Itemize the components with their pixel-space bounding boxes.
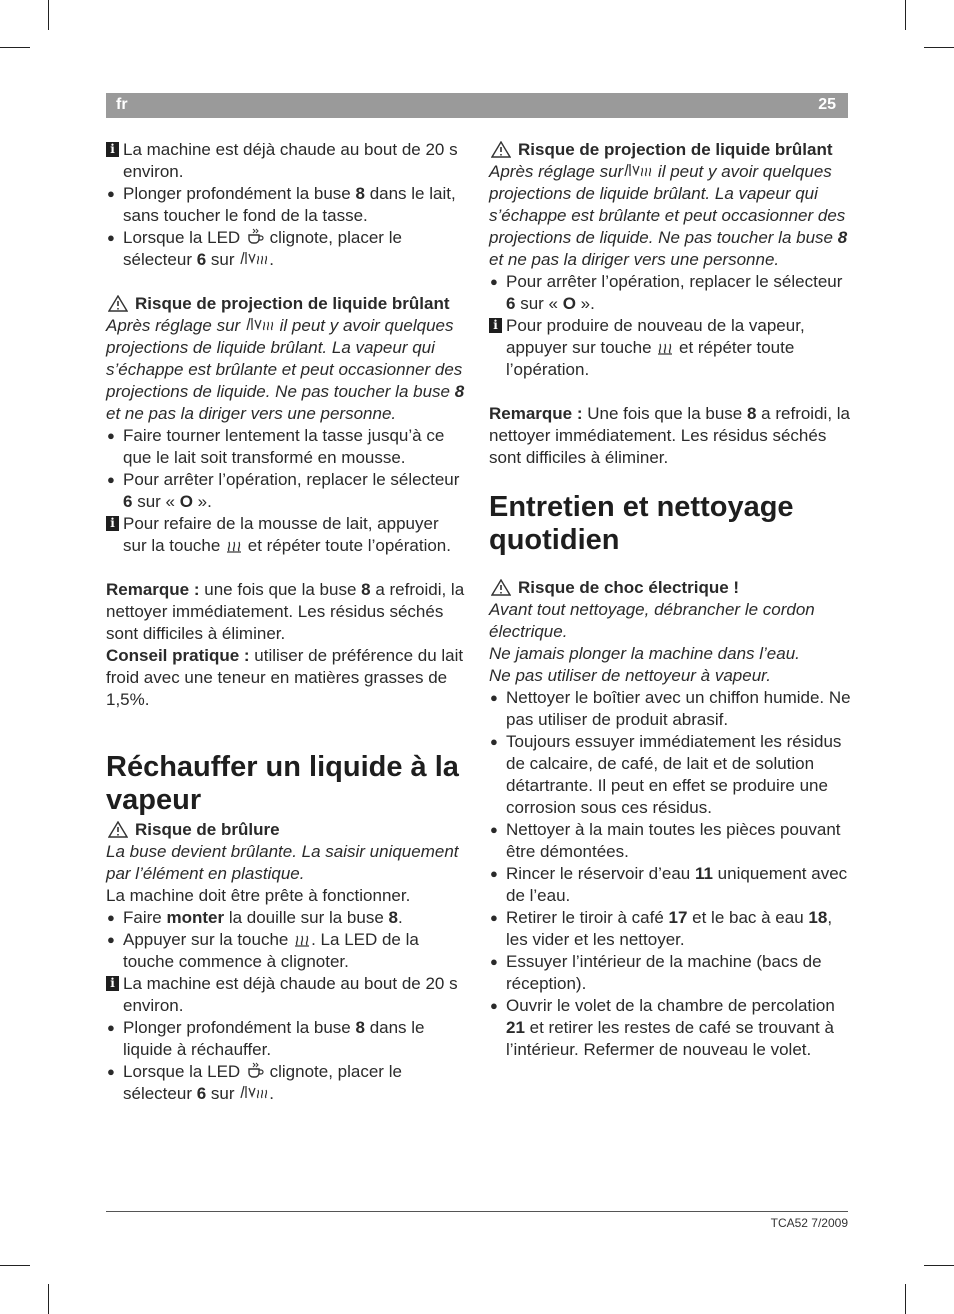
- warning-triangle-icon: [108, 821, 128, 838]
- list-item: ● Appuyer sur la touche . La LED de la touche commence à clignoter.: [106, 929, 466, 973]
- warning-heading: Risque de brûlure: [106, 819, 466, 841]
- page-number: 25: [818, 96, 836, 113]
- list-item: ● Ouvrir le volet de la chambre de percolation 21 et retirer les restes de café se trouvant à l’intérieur. Refermer de nouveau le volet.: [489, 995, 851, 1061]
- steam-icon: [656, 338, 674, 356]
- warning-triangle-icon: [491, 579, 511, 596]
- info-note: i La machine est déjà chaude au bout de 20 s environ.: [106, 139, 466, 183]
- warning-text: Ne jamais plonger la machine dans l’eau.: [489, 644, 800, 663]
- warning-heading: Risque de projection de liquide brûlant: [106, 293, 466, 315]
- steam-selector-icon: [245, 316, 275, 334]
- footer-divider: [106, 1211, 848, 1212]
- info-icon: i: [106, 516, 119, 531]
- info-note: i Pour produire de nouveau de la vapeur, appuyer sur touche et répéter toute l’opération.: [489, 315, 851, 381]
- section-heading: Entretien et nettoyage quotidien: [489, 491, 794, 556]
- list-item: ● Essuyer l’intérieur de la machine (bacs de réception).: [489, 951, 851, 995]
- warning-heading: Risque de projection de liquide brûlant: [489, 139, 851, 161]
- crop-mark: [905, 0, 906, 30]
- steam-selector-icon: [623, 162, 653, 180]
- crop-mark: [924, 1265, 954, 1266]
- led-cup-icon: [245, 228, 265, 246]
- crop-mark: [48, 0, 49, 30]
- list-item: ● Retirer le tiroir à café 17 et le bac à eau 18, les vider et les nettoyer.: [489, 907, 851, 951]
- info-note: i La machine est déjà chaude au bout de 20 s environ.: [106, 973, 466, 1017]
- info-icon: i: [489, 318, 502, 333]
- warning-text: Après réglage sur il peut y avoir quelques projections de liquide brûlant. La vapeur qui s’échappe est brûlante et peut occasionner des projections de liquide. Ne pas toucher la buse 8 et ne pas la diriger vers une personne.: [489, 162, 848, 269]
- list-item: ● Nettoyer le boîtier avec un chiffon humide. Ne pas utiliser de produit abrasif.: [489, 687, 851, 731]
- list-item: ● Faire tourner lentement la tasse jusqu’à ce que le lait soit transformé en mousse.: [106, 425, 466, 469]
- page-header: [106, 93, 848, 118]
- crop-mark: [48, 1284, 49, 1314]
- info-icon: i: [106, 976, 119, 991]
- list-item: ● Toujours essuyer immédiatement les résidus de calcaire, de café, de lait et de solution détartrante. Il peut en effet se produire une corrosion sous ces résidus.: [489, 731, 851, 819]
- warning-text: Après réglage sur il peut y avoir quelques projections de liquide brûlant. La vapeur qui s’échappe est brûlante et peut occasionner des projections de liquide. Ne pas toucher la buse 8 et ne pas la diriger vers une personne.: [106, 316, 465, 423]
- tip: Conseil pratique : utiliser de préférence du lait froid avec une teneur en matières grasses de 1,5%.: [106, 646, 464, 709]
- list-item: ● Plonger profondément la buse 8 dans le lait, sans toucher le fond de la tasse.: [106, 183, 466, 227]
- warning-text: La buse devient brûlante. La saisir uniquement par l’élément en plastique.: [106, 842, 459, 883]
- steam-icon: [225, 536, 243, 554]
- list-item: ● Lorsque la LED clignote, placer le sélecteur 6 sur .: [106, 1061, 466, 1105]
- steam-selector-icon: [239, 250, 269, 268]
- list-item: ● Rincer le réservoir d’eau 11 uniquement avec de l’eau.: [489, 863, 851, 907]
- list-item: ● Nettoyer à la main toutes les pièces pouvant être démontées.: [489, 819, 851, 863]
- info-icon: i: [106, 142, 119, 157]
- warning-triangle-icon: [491, 141, 511, 158]
- crop-mark: [0, 47, 30, 48]
- steam-selector-icon: [239, 1084, 269, 1102]
- section-heading: Réchauffer un liquide à la vapeur: [106, 751, 459, 816]
- remark: Remarque : Une fois que la buse 8 a refroidi, la nettoyer immédiatement. Les résidus séchés sont difficiles à éliminer.: [489, 404, 850, 467]
- steam-icon: [293, 930, 311, 948]
- footer-reference: TCA52 7/2009: [770, 1216, 848, 1230]
- list-item: ● Faire monter la douille sur la buse 8.: [106, 907, 466, 929]
- warning-heading: Risque de choc électrique !: [489, 577, 851, 599]
- warning-text: Avant tout nettoyage, débrancher le cordon électrique.: [489, 600, 815, 641]
- crop-mark: [924, 47, 954, 48]
- list-item: ● Pour arrêter l’opération, replacer le sélecteur 6 sur « O ».: [489, 271, 851, 315]
- led-cup-icon: [245, 1062, 265, 1080]
- crop-mark: [0, 1265, 30, 1266]
- language-label: fr: [116, 96, 128, 113]
- left-column: [106, 139, 466, 1105]
- right-column: [489, 139, 851, 1061]
- remark: Remarque : une fois que la buse 8 a refroidi, la nettoyer immédiatement. Les résidus séchés sont difficiles à éliminer.: [106, 580, 465, 643]
- warning-triangle-icon: [108, 295, 128, 312]
- paragraph: La machine doit être prête à fonctionner.: [106, 886, 411, 905]
- warning-text: Ne pas utiliser de nettoyeur à vapeur.: [489, 666, 771, 685]
- list-item: ● Lorsque la LED clignote, placer le sélecteur 6 sur .: [106, 227, 466, 271]
- info-note: i Pour refaire de la mousse de lait, appuyer sur la touche et répéter toute l’opération.: [106, 513, 466, 557]
- list-item: ● Pour arrêter l’opération, replacer le sélecteur 6 sur « O ».: [106, 469, 466, 513]
- crop-mark: [905, 1284, 906, 1314]
- list-item: ● Plonger profondément la buse 8 dans le liquide à réchauffer.: [106, 1017, 466, 1061]
